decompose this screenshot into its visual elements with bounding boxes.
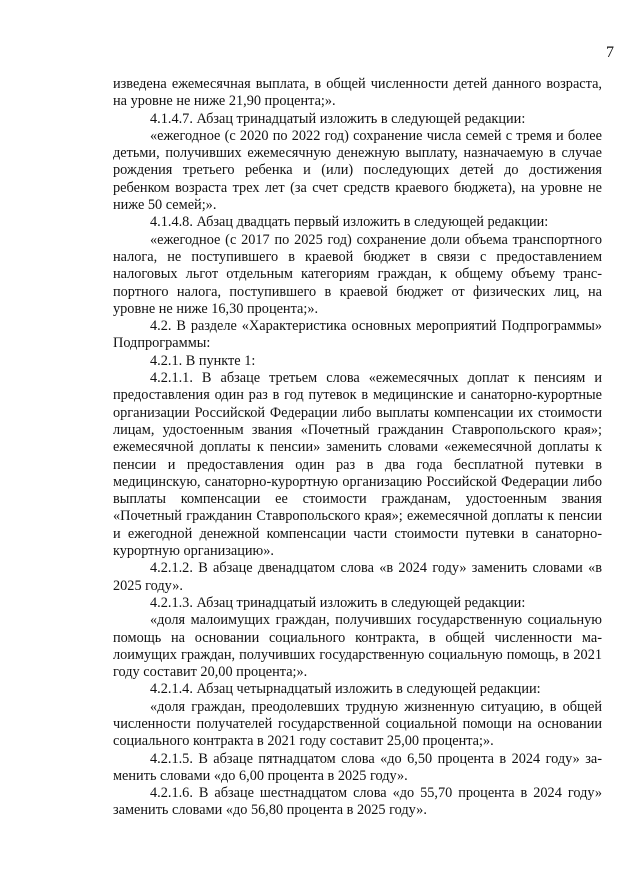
paragraph-4-2-1-3: 4.2.1.3. Абзац тринадцатый изложить в следующей редакции: bbox=[150, 594, 526, 611]
document-body bbox=[113, 76, 602, 820]
paragraph-4-1-4-8: 4.1.4.8. Абзац двадцать первый изложить в следующей редакции: bbox=[150, 214, 549, 231]
paragraph-4-2-1: 4.2.1. В пункте 1: bbox=[150, 352, 256, 369]
paragraph-quote-low-income: «доля малоимущих граждан, получивших государственную социальную помощь на основании социального контракта, в общей численности малоимущих граждан, получивших государственную социальную помощь, в 2021 году составит 20,00 процента;». bbox=[113, 612, 602, 681]
paragraph-4-2: 4.2. В разделе «Характеристика основных мероприятий Подпрограммы» Подпрограммы: bbox=[113, 318, 602, 352]
paragraph-4-2-1-6: 4.2.1.6. В абзаце шестнадцатом слова «до 55,70 процента в 2024 году» заменить словами «до 56,80 процента в 2025 году». bbox=[113, 785, 602, 819]
page-number: 7 bbox=[606, 44, 614, 61]
paragraph-continuation: изведена ежемесячная выплата, в общей численности детей данного возраста, на уровне не ниже 21,90 процента;». bbox=[113, 76, 602, 110]
paragraph-4-2-1-5: 4.2.1.5. В абзаце пятнадцатом слова «до 6,50 процента в 2024 году» заменить словами «до 6,00 процента в 2025 году». bbox=[113, 750, 602, 784]
paragraph-quote-families: «ежегодное (с 2020 по 2022 год) сохранение числа семей с тремя и более детьми, получивших ежемесячную денежную выплату, назначаемую в случае рождения третьего ребенка и (или) последующих детей до достижения ребенком возраста трех лет (за счет средств краевого бюджета), на уровне не ниже 50 семей;». bbox=[113, 127, 602, 214]
paragraph-quote-transport-tax: «ежегодное (с 2017 по 2025 год) сохранение доли объема транспортного налога, не поступившего в краевой бюджет в связи с предоставлением налоговых льгот отдельным категориям граждан, к общему объему транспортного налога, поступившего в краевой бюджет от физических лиц, на уровне не ниже 16,30 процента;». bbox=[113, 231, 602, 317]
paragraph-quote-hardship: «доля граждан, преодолевших трудную жизненную ситуацию, в общей численности получателей государственной социальной помощи на основании социального контракта в 2021 году составит 25,00 процента;». bbox=[113, 698, 602, 750]
paragraph-4-2-1-2: 4.2.1.2. В абзаце двенадцатом слова «в 2024 году» заменить словами «в 2025 году». bbox=[113, 560, 602, 594]
paragraph-4-2-1-4: 4.2.1.4. Абзац четырнадцатый изложить в следующей редакции: bbox=[150, 681, 541, 698]
paragraph-4-2-1-1: 4.2.1.1. В абзаце третьем слова «ежемесячных доплат к пенсиям и предоставления один раз в год путевок в медицинские и санаторно-курортные организации Российской Федерации либо выплаты компенсации их стоимости лицам, удостоенным звания «Почетный гражданин Ставропольского края»; ежемесячной доплаты к пенсии» заменить словами «ежемесячной доплаты к пенсии и предоставления один раз в два года бесплатной путевки в медицинскую, санаторно-курортную организацию Российской Федерации либо выплаты компенсации ее стоимости гражданам, удостоенным звания «Почетный гражданин Ставропольского края»; ежемесячной доплаты к пенсии и ежегодной денежной компенсации части стоимости путевки в санаторно-курортную организацию». bbox=[113, 370, 602, 560]
paragraph-4-1-4-7: 4.1.4.7. Абзац тринадцатый изложить в следующей редакции: bbox=[150, 110, 526, 127]
